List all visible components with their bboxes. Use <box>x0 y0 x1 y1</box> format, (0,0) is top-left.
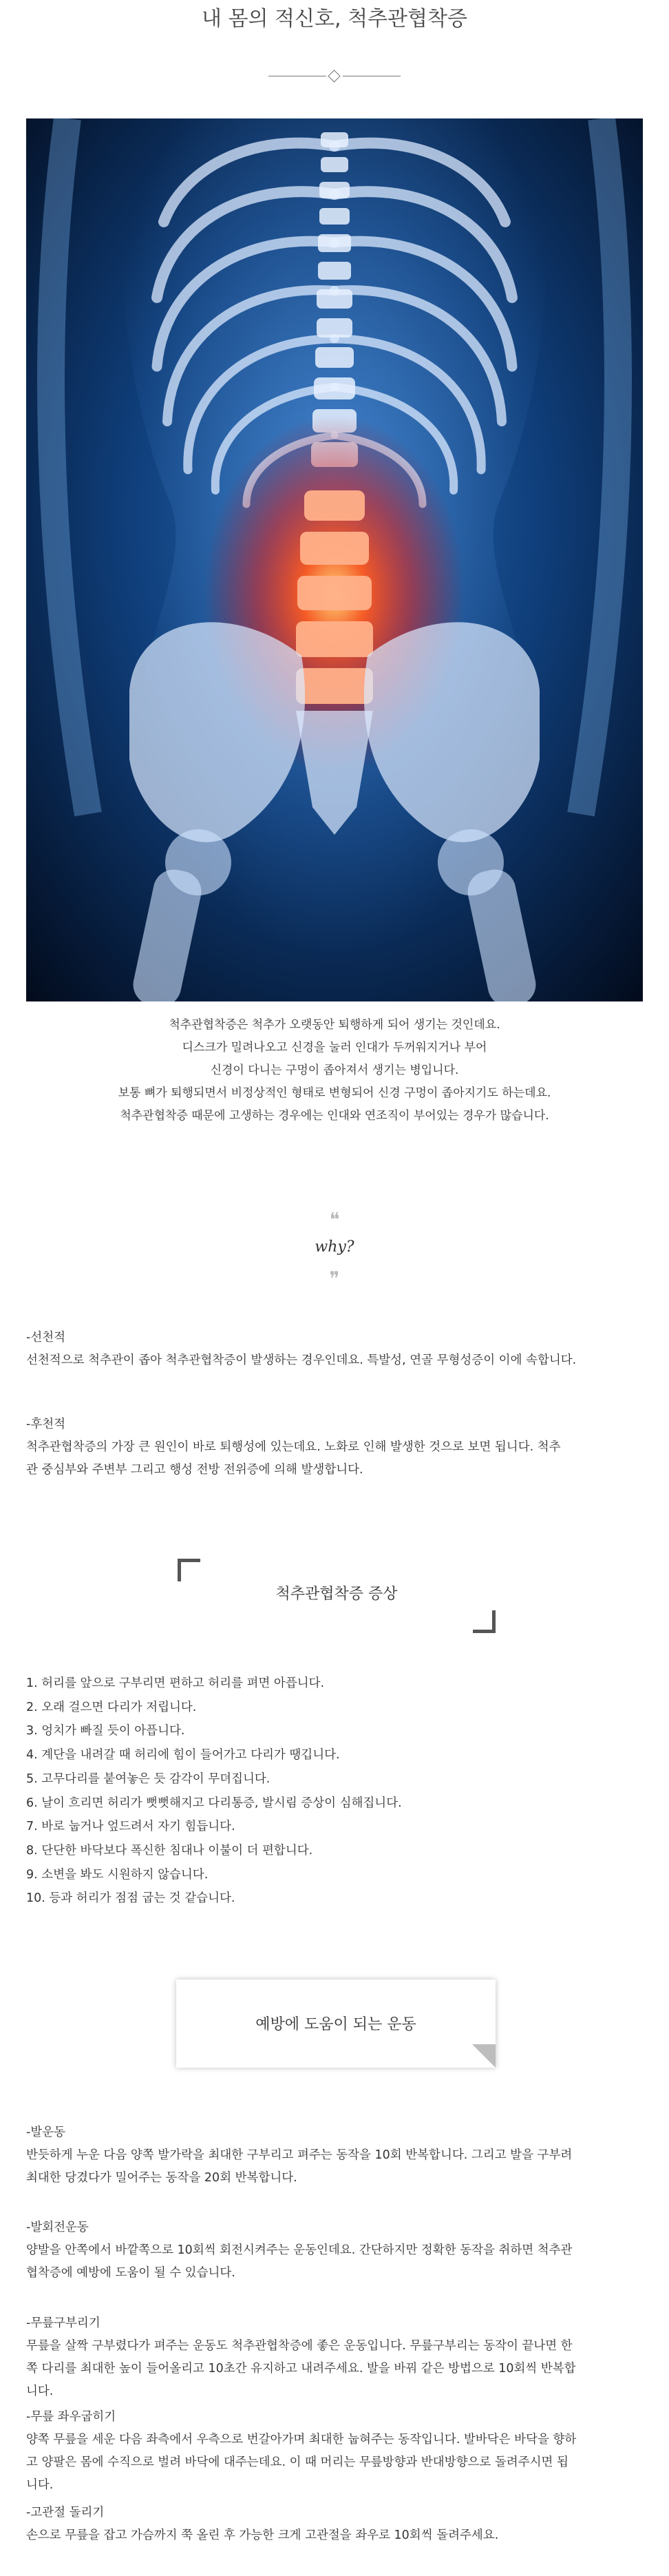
intro-line: 척추관협착증은 척추가 오랫동안 퇴행하게 되어 생기는 것인데요. <box>169 1018 500 1032</box>
list-item: 8. 단단한 바닥보다 폭신한 침대나 이불이 더 편합니다. <box>26 1843 313 1858</box>
exercise-heading: -고관절 돌리기 <box>26 2506 105 2520</box>
exercise-knee-bend <box>26 2312 646 2403</box>
exercise-section-card <box>176 1980 496 2068</box>
why-heading: why? <box>315 1238 354 1256</box>
close-quote-icon: ❞ <box>329 1267 340 1290</box>
cause-heading: -후천적 <box>26 1417 66 1431</box>
exercise-foot <box>26 2121 646 2190</box>
exercise-heading: -발운동 <box>26 2126 66 2139</box>
title-divider <box>268 72 401 81</box>
list-item: 3. 엉치가 빠질 듯이 아픕니다. <box>26 1724 185 1738</box>
corner-bracket-top-left <box>178 1559 200 1581</box>
exercise-text: 고 양팔은 몸에 수직으로 벌려 바닥에 대주는데요. 이 때 머리는 무릎방향과 반대방향으로 돌려주시면 됩 <box>26 2455 569 2469</box>
intro-line: 디스크가 밀려나오고 신경을 눌러 인대가 두꺼워지거나 부어 <box>182 1041 487 1055</box>
intro-paragraph <box>26 1014 643 1128</box>
exercise-text: 양발을 안쪽에서 바깥쪽으로 10회씩 회전시켜주는 운동인데요. 간단하지만 정확한 동작을 취하면 척추관 <box>26 2243 573 2257</box>
cause-text: 선천적으로 척추관이 좁아 척추관협착증이 발생하는 경우인데요. 특발성, 연골 무형성증이 이에 속합니다. <box>26 1353 577 1367</box>
exercise-heading: -무릎 좌우굽히기 <box>26 2410 116 2424</box>
exercise-text: 무릎을 살짝 구부렸다가 펴주는 운동도 척추관협착증에 좋은 운동입니다. 무릎구부리는 동작이 끝나면 한 <box>26 2339 573 2353</box>
exercise-text: 니다. <box>26 2385 54 2398</box>
exercise-text: 반듯하게 누운 다음 양쪽 발가락을 최대한 구부리고 펴주는 동작을 10회 반복합니다. 그리고 발을 구부려 <box>26 2148 573 2162</box>
intro-line: 척추관협착증 때문에 고생하는 경우에는 인대와 연조직이 부어있는 경우가 많습니다. <box>120 1109 549 1123</box>
list-item: 6. 날이 흐리면 허리가 뻣뻣해지고 다리통증, 발시림 증상이 심해집니다. <box>26 1796 402 1810</box>
corner-bracket-bottom-right <box>473 1610 496 1633</box>
symptoms-section-header <box>178 1559 496 1633</box>
list-item: 7. 바로 눕거나 엎드려서 자기 힘듭니다. <box>26 1820 235 1834</box>
list-item: 9. 소변을 봐도 시원하지 않습니다. <box>26 1867 209 1882</box>
skeleton-illustration <box>26 118 643 1001</box>
list-item: 2. 오래 걸으면 다리가 저립니다. <box>26 1700 197 1714</box>
cause-acquired <box>26 1413 646 1482</box>
symptoms-list <box>26 1672 646 1911</box>
intro-line: 신경이 다니는 구멍이 좁아져서 생기는 병입니다. <box>210 1063 459 1077</box>
exercise-hip-rotation <box>26 2502 646 2547</box>
exercise-knee-sideways <box>26 2406 646 2497</box>
cause-text: 관 중심부와 주변부 그리고 행성 전방 전위증에 의해 발생합니다. <box>26 1463 363 1477</box>
exercise-text: 니다. <box>26 2478 54 2492</box>
page-fold-icon <box>472 2044 496 2068</box>
spine-xray-image <box>26 118 643 1001</box>
page-title: 내 몸의 적신호, 척추관협착증 <box>202 7 467 31</box>
cause-heading: -선천적 <box>26 1331 66 1344</box>
exercise-foot-rotation <box>26 2216 646 2285</box>
exercise-text: 쪽 다리를 최대한 높이 들어올리고 10초간 유지하고 내려주세요. 발을 바꿔 같은 방법으로 10회씩 반복합 <box>26 2362 576 2376</box>
exercise-text: 협착증에 예방에 도움이 될 수 있습니다. <box>26 2266 235 2280</box>
exercise-heading: -발회전운동 <box>26 2221 89 2234</box>
diamond-icon <box>328 70 340 82</box>
exercise-text: 최대한 당겼다가 밀어주는 동작을 20회 반복합니다. <box>26 2171 297 2185</box>
intro-line: 보통 뼈가 퇴행되면서 비정상적인 형태로 변형되어 신경 구멍이 좁아지기도 하는데요. <box>118 1086 551 1100</box>
symptoms-title: 척추관협착증 증상 <box>275 1586 398 1603</box>
cause-text: 척추관협착증의 가장 큰 원인이 바로 퇴행성에 있는데요. 노화로 인해 발생한 것으로 보면 됩니다. 척추 <box>26 1440 561 1454</box>
list-item: 10. 등과 허리가 점점 굽는 것 같습니다. <box>26 1891 235 1906</box>
list-item: 1. 허리를 앞으로 구부리면 편하고 허리를 펴면 아픕니다. <box>26 1676 325 1690</box>
exercise-title: 예방에 도움이 되는 운동 <box>255 2016 416 2033</box>
exercise-heading: -무릎구부리기 <box>26 2316 100 2330</box>
exercise-text: 양쪽 무릎을 세운 다음 좌측에서 우측으로 번갈아가며 최대한 눕혀주는 동작입니다. 발바닥은 바닥을 향하 <box>26 2433 577 2447</box>
cause-congenital <box>26 1327 646 1372</box>
list-item: 5. 고무다리를 붙여놓은 듯 감각이 무뎌집니다. <box>26 1772 270 1786</box>
exercise-text: 손으로 무릎을 잡고 가슴까지 쭉 올린 후 가능한 크게 고관절을 좌우로 10회씩 돌려주세요. <box>26 2528 499 2542</box>
list-item: 4. 계단을 내려갈 때 허리에 힘이 들어가고 다리가 땡깁니다. <box>26 1748 340 1763</box>
open-quote-icon: ❝ <box>329 1208 340 1231</box>
